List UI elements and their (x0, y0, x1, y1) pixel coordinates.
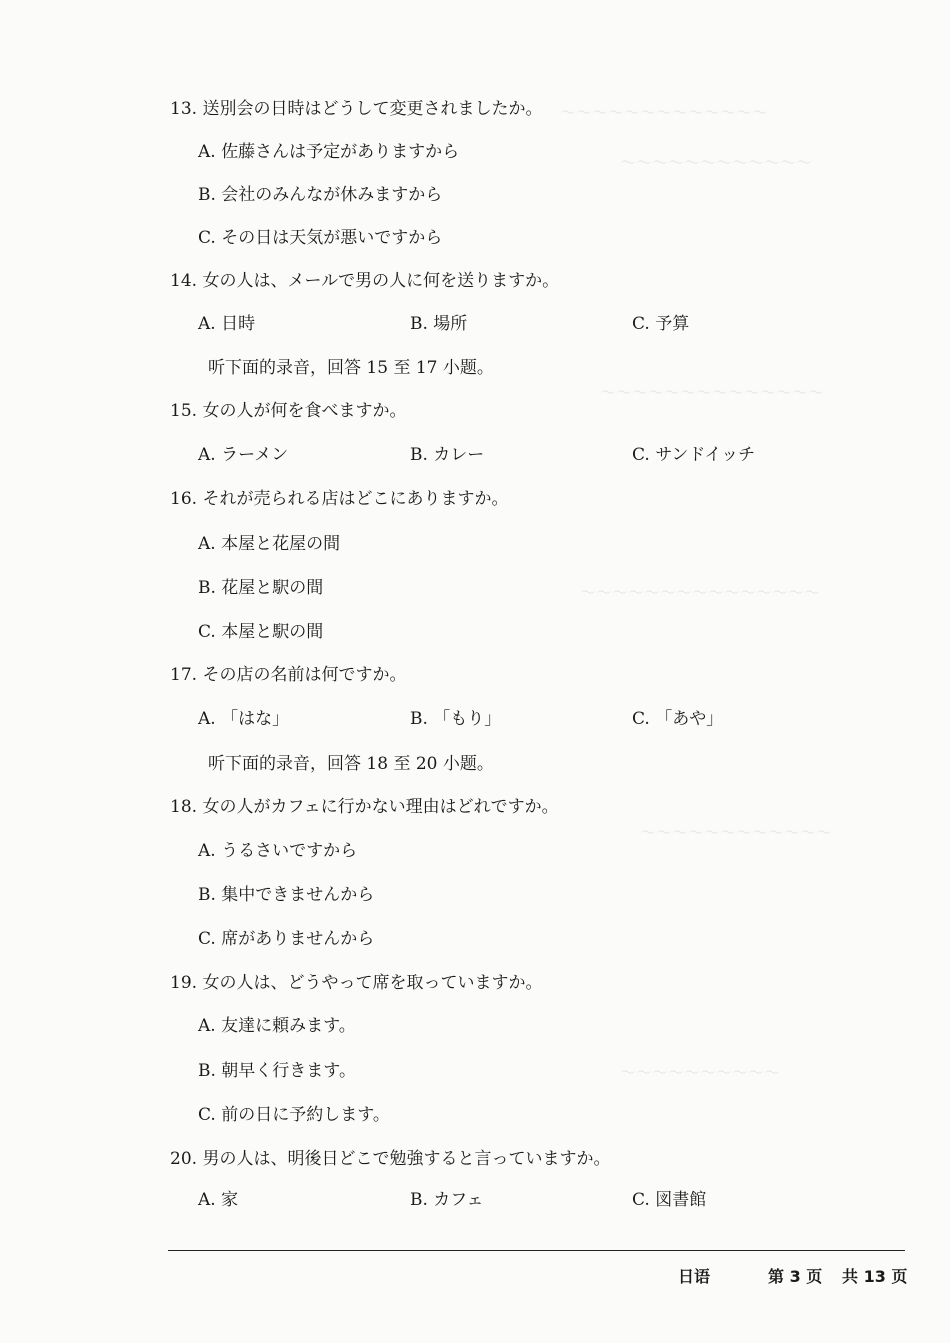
option-20-c: C. 図書館 (632, 1190, 707, 1210)
instruction-18-20: 听下面的录音，回答 18 至 20 小题。 (208, 754, 494, 774)
option-13-b: B. 会社のみんなが休みますから (198, 185, 443, 205)
option-19-b: B. 朝早く行きます。 (198, 1061, 356, 1081)
question-19: 19. 女の人は、どうやって席を取っていますか。 (170, 973, 543, 993)
bleed-through-text: 〜〜〜〜〜〜〜〜〜〜〜〜〜〜 (600, 383, 825, 402)
bleed-through-text: 〜〜〜〜〜〜〜〜〜〜〜〜 (640, 823, 833, 842)
footer-page-total: 共 13 页 (842, 1267, 908, 1286)
question-13: 13. 送別会の日時はどうして変更されましたか。 (170, 99, 543, 119)
question-20: 20. 男の人は、明後日どこで勉強すると言っていますか。 (170, 1149, 611, 1169)
question-18: 18. 女の人がカフェに行かない理由はどれですか。 (170, 797, 559, 817)
footer-page-number: 第 3 页 (768, 1267, 823, 1286)
footer-rule (168, 1250, 905, 1251)
option-19-a: A. 友達に頼みます。 (198, 1016, 356, 1036)
question-16: 16. それが売られる店はどこにありますか。 (170, 489, 509, 509)
bleed-through-text: 〜〜〜〜〜〜〜〜〜〜〜〜〜 (560, 103, 769, 122)
bleed-through-text: 〜〜〜〜〜〜〜〜〜〜〜〜 (620, 153, 813, 172)
option-16-b: B. 花屋と駅の間 (198, 578, 324, 598)
option-15-a: A. ラーメン (198, 445, 289, 465)
question-17: 17. その店の名前は何ですか。 (170, 665, 407, 685)
question-15: 15. 女の人が何を食べますか。 (170, 401, 407, 421)
instruction-15-17: 听下面的录音，回答 15 至 17 小题。 (208, 358, 494, 378)
option-16-c: C. 本屋と駅の間 (198, 622, 324, 642)
options-row-17 (198, 708, 798, 730)
question-14: 14. 女の人は、メールで男の人に何を送りますか。 (170, 271, 560, 291)
option-14-a: A. 日時 (198, 314, 256, 334)
option-18-b: B. 集中できませんから (198, 885, 375, 905)
options-row-20 (198, 1189, 798, 1211)
bleed-through-text: 〜〜〜〜〜〜〜〜〜〜〜〜〜〜〜 (580, 583, 821, 602)
option-20-b: B. カフェ (410, 1190, 484, 1210)
footer-subject: 日语 (678, 1267, 711, 1286)
option-19-c: C. 前の日に予約します。 (198, 1105, 390, 1125)
option-17-b: B. 「もり」 (410, 709, 502, 729)
options-row-15 (198, 444, 798, 466)
option-13-a: A. 佐藤さんは予定がありますから (198, 142, 460, 162)
option-14-b: B. 場所 (410, 314, 468, 334)
bleed-through-text: 〜〜〜〜〜〜〜〜〜〜 (620, 1063, 781, 1082)
option-14-c: C. 予算 (632, 314, 690, 334)
option-13-c: C. その日は天気が悪いですから (198, 228, 443, 248)
option-15-c: C. サンドイッチ (632, 445, 756, 465)
option-17-a: A. 「はな」 (198, 709, 290, 729)
options-row-14 (198, 313, 798, 335)
option-16-a: A. 本屋と花屋の間 (198, 534, 341, 554)
option-18-c: C. 席がありませんから (198, 929, 375, 949)
option-15-b: B. カレー (410, 445, 485, 465)
option-20-a: A. 家 (198, 1190, 239, 1210)
option-18-a: A. うるさいですから (198, 841, 358, 861)
option-17-c: C. 「あや」 (632, 709, 724, 729)
